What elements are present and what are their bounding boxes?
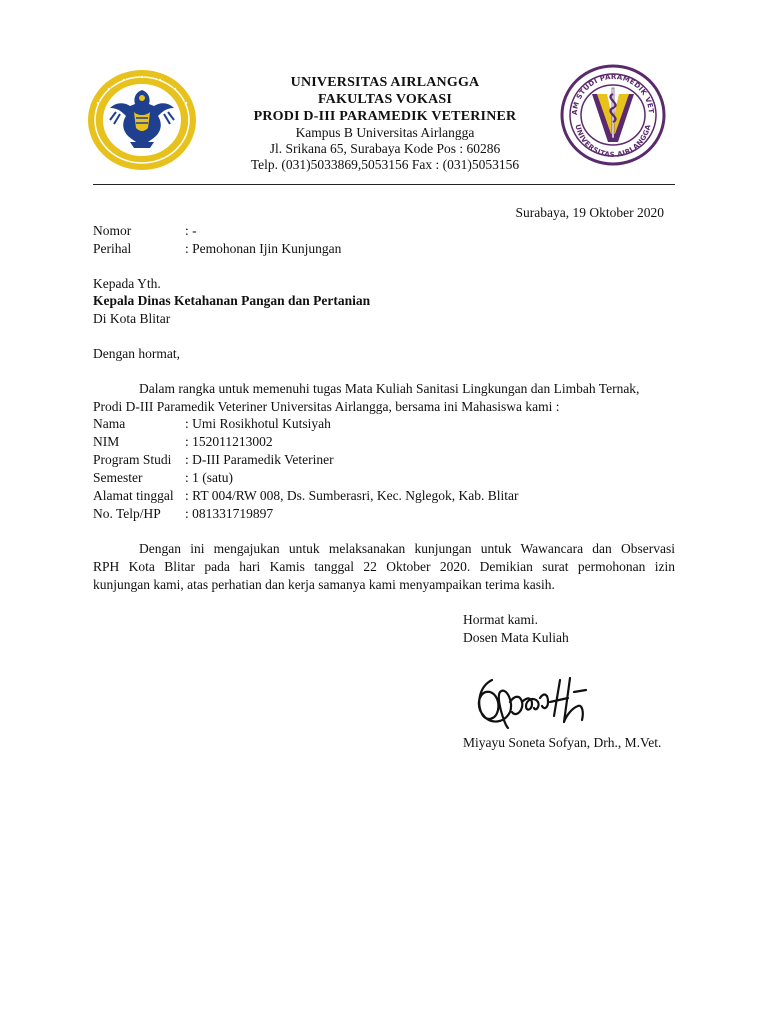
letterhead bbox=[190, 74, 580, 173]
university-name: UNIVERSITAS AIRLANGGA bbox=[290, 75, 480, 90]
student-value-semester: : 1 (satu) bbox=[185, 470, 233, 485]
student-value-name: : Umi Rosikhotul Kutsiyah bbox=[185, 416, 331, 431]
body-line-1: Dengan ini mengajukan untuk melaksanakan kunjungan untuk Wawancara dan Observasi bbox=[139, 541, 675, 556]
university-seal-logo bbox=[86, 68, 198, 172]
letter-date: Surabaya, 19 Oktober 2020 bbox=[515, 205, 664, 220]
signer-name: Miyayu Soneta Sofyan, Drh., M.Vet. bbox=[463, 735, 662, 750]
phone-line: Telp. (031)5033869,5053156 Fax : (031)5053156 bbox=[250, 157, 520, 172]
perihal-value: : Pemohonan Ijin Kunjungan bbox=[185, 241, 342, 256]
greeting: Dengan hormat, bbox=[93, 346, 180, 361]
body-line-3: kunjungan kami, atas perhatian dan kerja samanya kami menyampaikan terima kasih. bbox=[93, 577, 555, 592]
student-label-nim: NIM bbox=[93, 434, 120, 449]
signer-role: Dosen Mata Kuliah bbox=[463, 630, 569, 645]
student-label-name: Nama bbox=[93, 416, 126, 431]
program-name: PRODI D-III PARAMEDIK VETERINER bbox=[253, 109, 517, 124]
student-label-semester: Semester bbox=[93, 470, 143, 485]
intro-line-1: Dalam rangka untuk memenuhi tugas Mata Kuliah Sanitasi Lingkungan dan Limbah Ternak, bbox=[139, 381, 640, 396]
seal-text-top: AM STUDI PARAMEDIK VET bbox=[570, 72, 656, 116]
recipient-salutation: Kepada Yth. bbox=[93, 276, 161, 291]
campus-line: Kampus B Universitas Airlangga bbox=[295, 125, 475, 140]
header-divider bbox=[93, 184, 675, 185]
seal-text-bottom: UNIVERSITAS AIRLANGGA bbox=[573, 123, 653, 160]
student-label-address: Alamat tinggal bbox=[93, 488, 174, 503]
student-label-phone: No. Telp/HP bbox=[93, 506, 161, 521]
intro-line-2: Prodi D-III Paramedik Veteriner Universitas Airlangga, bersama ini Mahasiswa kami : bbox=[93, 399, 560, 414]
student-value-nim: : 152011213002 bbox=[185, 434, 273, 449]
perihal-label: Perihal bbox=[93, 241, 132, 256]
student-label-program: Program Studi bbox=[93, 452, 172, 467]
handwritten-signature bbox=[470, 672, 600, 732]
faculty-name: FAKULTAS VOKASI bbox=[317, 92, 453, 107]
body-line-2: RPH Kota Blitar pada hari Kamis tanggal 22 Oktober 2020. Demikian surat permohonan izin bbox=[93, 559, 675, 574]
nomor-label: Nomor bbox=[93, 223, 132, 238]
student-value-address: : RT 004/RW 008, Ds. Sumberasri, Kec. Nglegok, Kab. Blitar bbox=[185, 488, 519, 503]
student-value-phone: : 081331719897 bbox=[185, 506, 274, 521]
recipient-name: Kepala Dinas Ketahanan Pangan dan Pertanian bbox=[93, 293, 371, 308]
student-value-program: : D-III Paramedik Veteriner bbox=[185, 452, 334, 467]
address-line: Jl. Srikana 65, Surabaya Kode Pos : 60286 bbox=[269, 141, 501, 156]
recipient-location: Di Kota Blitar bbox=[93, 311, 171, 326]
closing: Hormat kami. bbox=[463, 612, 538, 627]
nomor-value: : - bbox=[185, 223, 197, 238]
